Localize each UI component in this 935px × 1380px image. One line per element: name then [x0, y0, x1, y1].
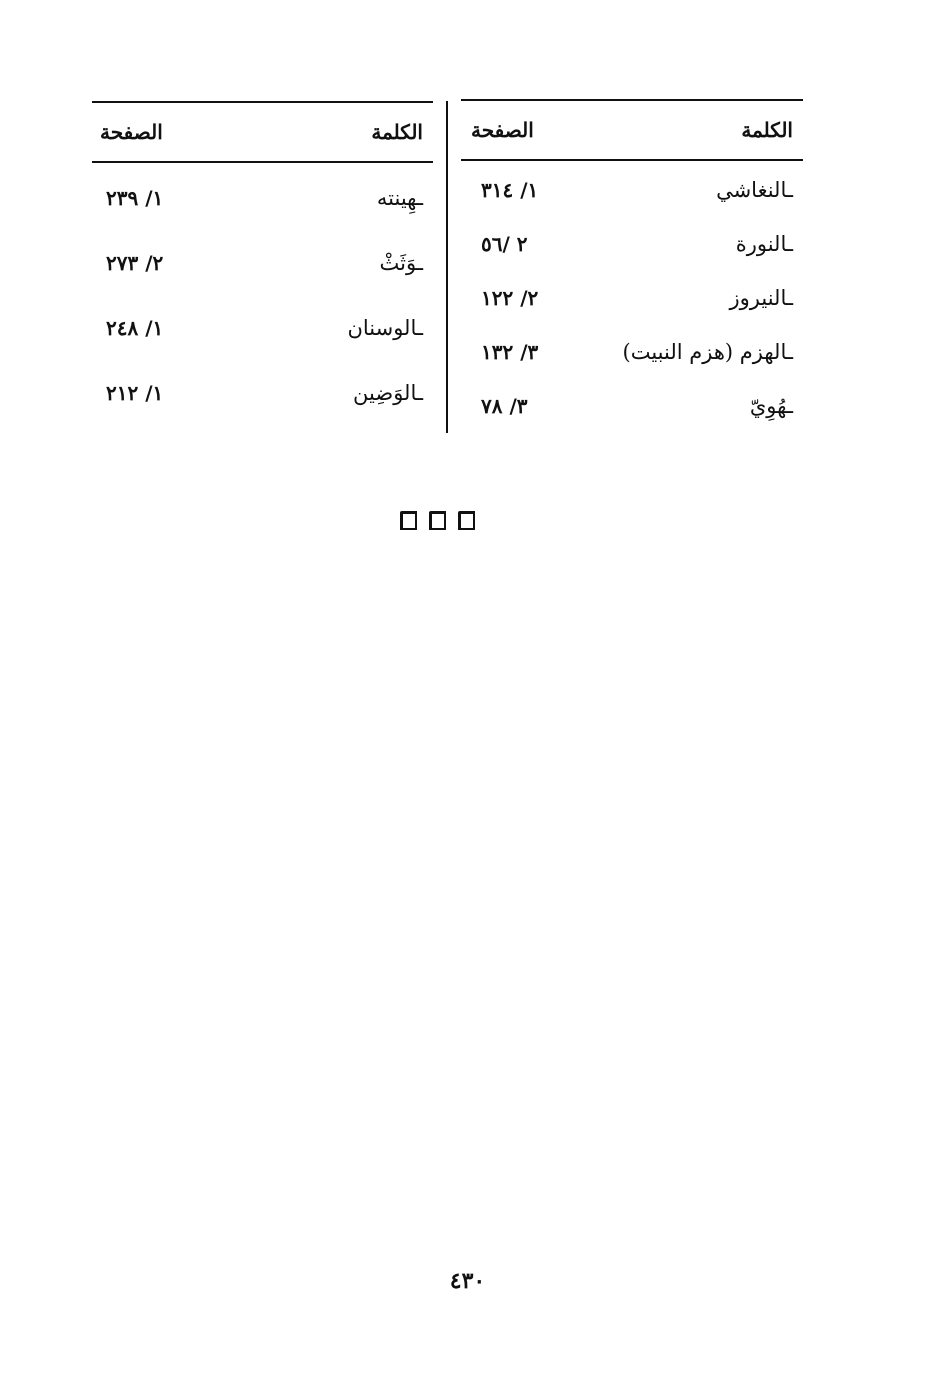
entry-page: ١/ ٣١٤ — [481, 178, 539, 202]
table-row — [92, 165, 433, 230]
table-row — [461, 271, 803, 325]
entry-page: ٣/ ١٣٢ — [481, 340, 539, 364]
entry-word: ـالوسنان — [347, 315, 423, 340]
entry-page: ٣/ ٧٨ — [481, 394, 528, 418]
page-number: ٤٣٠ — [449, 1268, 486, 1294]
entry-word: ـهُوِيّ — [749, 394, 793, 418]
table-header — [92, 103, 433, 161]
column-divider — [446, 101, 448, 433]
table-row — [92, 295, 433, 360]
entry-word: ـالنورة — [735, 232, 793, 256]
table-header — [461, 101, 803, 159]
table-row — [461, 163, 803, 217]
table-row — [461, 379, 803, 433]
entry-page: ١/ ٢١٢ — [106, 380, 164, 405]
header-page: الصفحة — [471, 118, 534, 142]
table-body — [461, 161, 803, 433]
square-box-icon — [400, 511, 417, 530]
table-row — [92, 360, 433, 425]
entry-page: ١/ ٢٤٨ — [106, 315, 164, 340]
entry-word: ـالوَضِين — [353, 380, 423, 405]
entry-page: ٢/ ١٢٢ — [481, 286, 539, 310]
entry-word: ـالنيروز — [729, 286, 793, 310]
square-box-icon — [429, 511, 446, 530]
entry-word: ـهِينته — [376, 185, 423, 210]
index-table-right — [461, 99, 803, 433]
entry-page: ١/ ٢٣٩ — [106, 185, 164, 210]
header-word: الكلمة — [371, 120, 423, 144]
entry-page: ٢/ ٢٧٣ — [106, 250, 164, 275]
table-row — [92, 230, 433, 295]
header-page: الصفحة — [100, 120, 163, 144]
section-end-ornament-icon — [400, 511, 475, 530]
entry-word: ـالنغاشي — [716, 178, 793, 202]
square-box-icon — [458, 511, 475, 530]
table-row — [461, 325, 803, 379]
header-word: الكلمة — [741, 118, 793, 142]
table-body — [92, 163, 433, 425]
table-row — [461, 217, 803, 271]
entry-page: ٢ /٥٦ — [481, 232, 528, 256]
entry-word: ـالهزم (هزم النبيت) — [622, 340, 793, 364]
index-table-left — [92, 101, 433, 425]
entry-word: ـوَثَثْ — [379, 250, 423, 275]
